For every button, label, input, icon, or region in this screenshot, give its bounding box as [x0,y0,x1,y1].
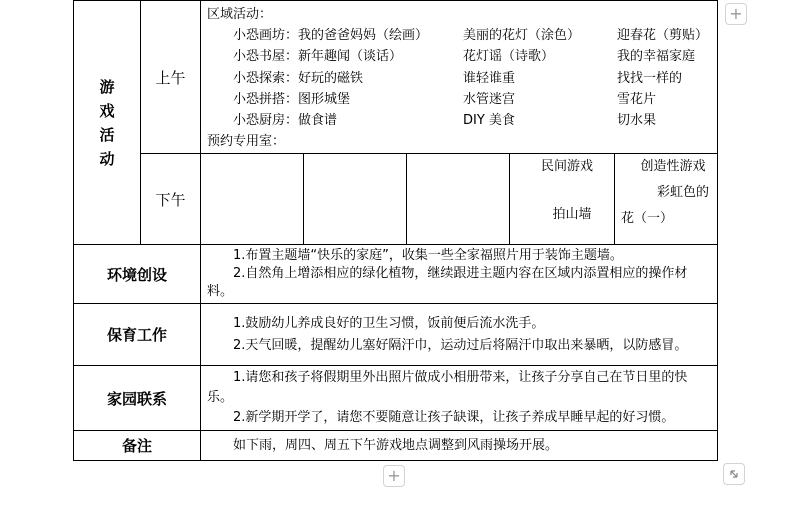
care-cell[interactable] [201,304,718,366]
area-a: 小恐探索：好玩的磁铁 [233,70,364,86]
home-row [74,366,718,431]
resize-icon [728,468,740,480]
weekly-plan-table [73,0,718,461]
area-b: DIY 美食 [463,112,515,128]
creative-game-name-1: 彩虹色的 [657,185,710,200]
area-b: 水管迷宫 [463,91,516,107]
add-row-button[interactable]: + [383,465,405,487]
home-contact-label: 家园联系 [74,366,201,431]
care-row [74,304,718,366]
area-c: 切水果 [617,112,657,128]
game-char-3: 活 [99,125,115,144]
area-c: 我的幸福家庭 [617,49,696,65]
resize-table-button[interactable] [723,463,745,485]
morning-label: 上午 [141,1,201,154]
area-activities-cell[interactable] [201,1,718,154]
environment-item: 1.布置主题墙“快乐的家庭”，收集一些全家福照片用于装饰主题墙。 [233,248,623,263]
folk-game-label: 民间游戏 [540,159,593,174]
area-c: 迎春花（剪贴） [617,28,709,44]
area-a: 小恐书屋：新年趣闻（谈话） [233,49,403,65]
game-char-2: 戏 [99,101,115,120]
game-char-1: 游 [99,77,115,96]
morning-row [74,1,718,154]
game-char-4: 动 [99,149,115,168]
area-a: 小恐厨房：做食谱 [233,112,338,128]
environment-label: 环境创设 [74,245,201,304]
game-activity-label [74,1,141,245]
creative-game-cell[interactable] [615,154,718,245]
area-row [207,68,713,89]
care-item: 2.天气回暖，提醒幼儿塞好隔汗巾，运动过后将隔汗巾取出来暴晒，以防感冒。 [233,337,688,353]
area-row [207,89,713,110]
care-item: 1.鼓励幼儿养成良好的卫生习惯，饭前便后流水洗手。 [233,315,545,331]
environment-row [74,245,718,304]
area-b: 美丽的花灯（涂色） [463,28,581,44]
area-a: 小恐拼搭：图形城堡 [233,91,351,107]
area-a: 小恐画坊：我的爸爸妈妈（绘画） [233,28,429,44]
add-column-button[interactable]: + [725,3,747,25]
home-contact-item: 2.新学期开学了，请您不要随意让孩子缺课，让孩子养成早睡早起的好习惯。 [233,410,675,425]
empty-cell[interactable] [201,154,304,245]
area-c: 找找一样的 [617,70,683,86]
booking-label: 预约专用室： [207,134,286,150]
home-contact-item: 1.请您和孩子将假期里外出照片做成小相册带来，让孩子分享自己在节日里的快乐。 [207,370,688,405]
empty-cell[interactable] [304,154,407,245]
area-title: 区域活动： [207,7,273,22]
folk-game-cell[interactable] [510,154,615,245]
area-c: 雪花片 [617,91,657,107]
area-b: 谁轻谁重 [463,70,516,86]
environment-cell[interactable] [201,245,718,304]
note-label: 备注 [74,431,201,461]
area-row [207,25,713,46]
note-text: 如下雨，周四、周五下午游戏地点调整到风雨操场开展。 [233,437,559,453]
empty-cell[interactable] [407,154,510,245]
area-b: 花灯谣（诗歌） [463,49,555,65]
home-contact-cell[interactable] [201,366,718,431]
environment-item: 2.自然角上增添相应的绿化植物，继续跟进主题内容在区域内添置相应的操作材料。 [207,266,688,299]
care-label: 保育工作 [74,304,201,366]
note-row [74,431,718,461]
area-row [207,46,713,67]
folk-game-name: 拍山墙 [552,207,592,222]
area-row [207,110,713,131]
creative-game-label: 创造性游戏 [640,159,706,174]
afternoon-row [74,154,718,245]
note-cell[interactable] [201,431,718,461]
afternoon-label: 下午 [141,154,201,245]
creative-game-name-2: 花（一） [621,211,674,226]
